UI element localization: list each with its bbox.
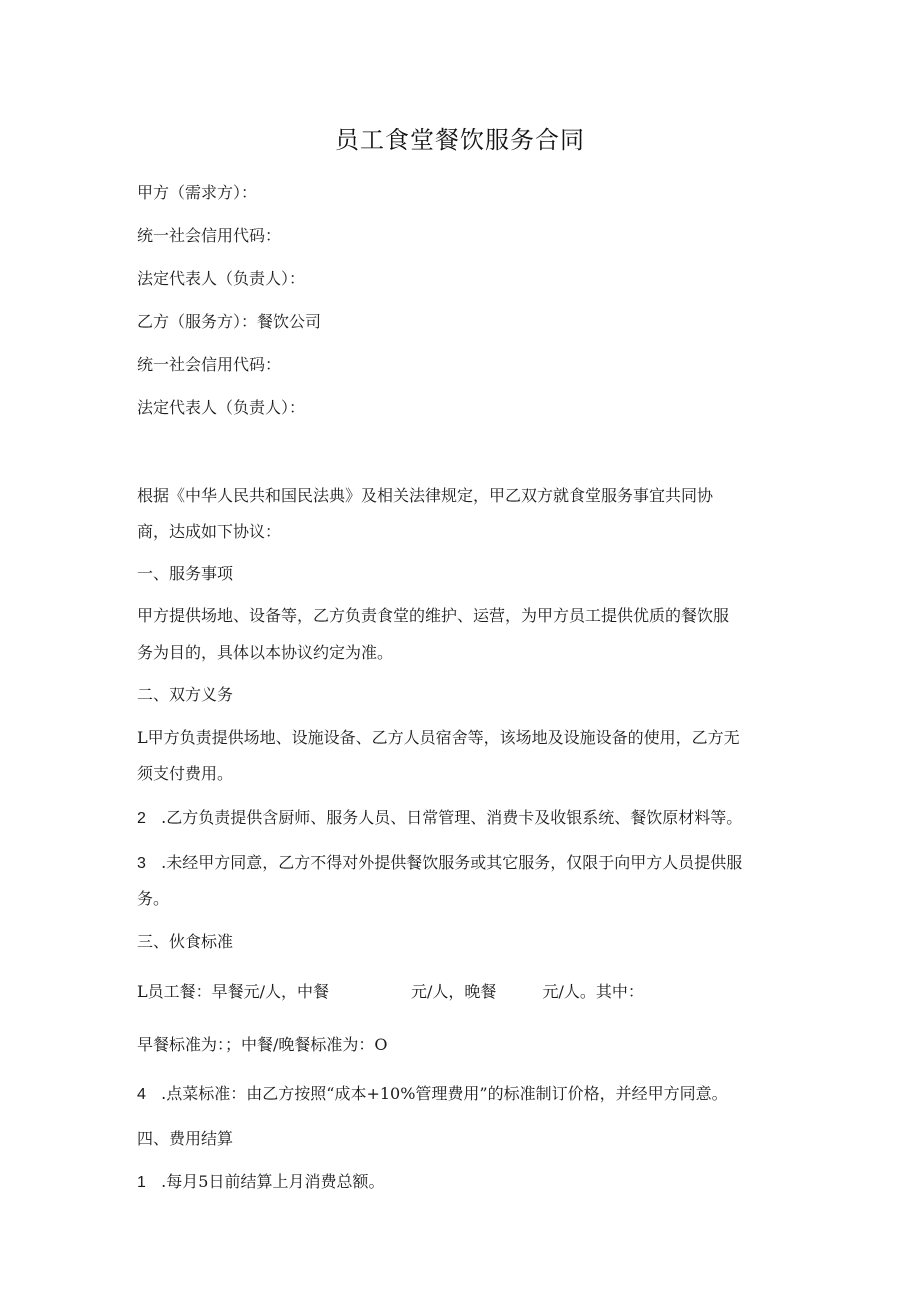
section-3-item-1-part-b: 元/人，晚餐 [411,982,497,1001]
section-3-item-1 [137,982,644,1002]
section-2-item-3-text: .未经甲方同意，乙方不得对外提供餐饮服务或其它服务，仅限于向甲方人员提供服 [161,853,743,872]
section-2-heading: 二、双方义务 [137,685,234,704]
section-1-heading: 一、服务事项 [137,564,234,583]
preamble-line-1: 根据《中华人民共和国民法典》及相关法律规定，甲乙双方就食堂服务事宜共同协 [137,486,714,505]
section-2-item-1-line-2: 须支付费用。 [137,764,234,783]
section-2-item-3-line-2: 务。 [137,889,170,908]
section-4-item-1 [137,1172,384,1193]
party-a-representative: 法定代表人（负责人）： [137,269,306,288]
party-a-label: 甲方（需求方）： [137,183,258,202]
document-title: 员工食堂餐饮服务合同 [335,126,585,154]
section-3-item-4-number: 4 [137,1086,146,1103]
party-a-credit-code: 统一社会信用代码： [137,226,282,245]
preamble-line-2: 商，达成如下协议： [137,522,282,541]
section-2-item-3-number: 3 [137,855,146,872]
party-b-label: 乙方（服务方）：餐饮公司 [137,312,322,331]
section-3-heading: 三、伙食标准 [137,932,234,951]
section-1-line-1: 甲方提供场地、设备等，乙方负责食堂的维护、运营，为甲方员工提供优质的餐饮服 [137,606,730,625]
section-4-item-1-text: .每月5日前结算上月消费总额。 [161,1172,385,1191]
section-2-item-3 [137,853,742,874]
section-2-item-1-line-1: L甲方负责提供场地、设施设备、乙方人员宿舍等，该场地及设施设备的使用，乙方无 [137,728,740,747]
section-3-item-1-part-a: L员工餐：早餐元/人，中餐 [137,982,330,1001]
party-b-credit-code: 统一社会信用代码： [137,355,282,374]
section-2-item-2-number: 2 [137,810,146,827]
section-3-item-1-part-c: 元/人。其中： [542,982,644,1001]
section-2-item-2 [137,808,742,829]
section-1-line-2: 务为目的，具体以本协议约定为准。 [137,643,394,662]
section-4-heading: 四、费用结算 [137,1129,234,1148]
section-2-item-2-text: .乙方负责提供含厨师、服务人员、日常管理、消费卡及收银系统、餐饮原材料等。 [161,808,743,827]
section-3-standards: 早餐标准为：；中餐/晚餐标准为：O [137,1035,388,1054]
section-3-item-4-text: .点菜标准：由乙方按照“成本+10%管理费用”的标准制订价格，并经甲方同意。 [161,1084,728,1103]
party-b-representative: 法定代表人（负责人）： [137,398,306,417]
section-4-item-1-number: 1 [137,1174,146,1191]
section-3-item-4 [137,1084,728,1105]
